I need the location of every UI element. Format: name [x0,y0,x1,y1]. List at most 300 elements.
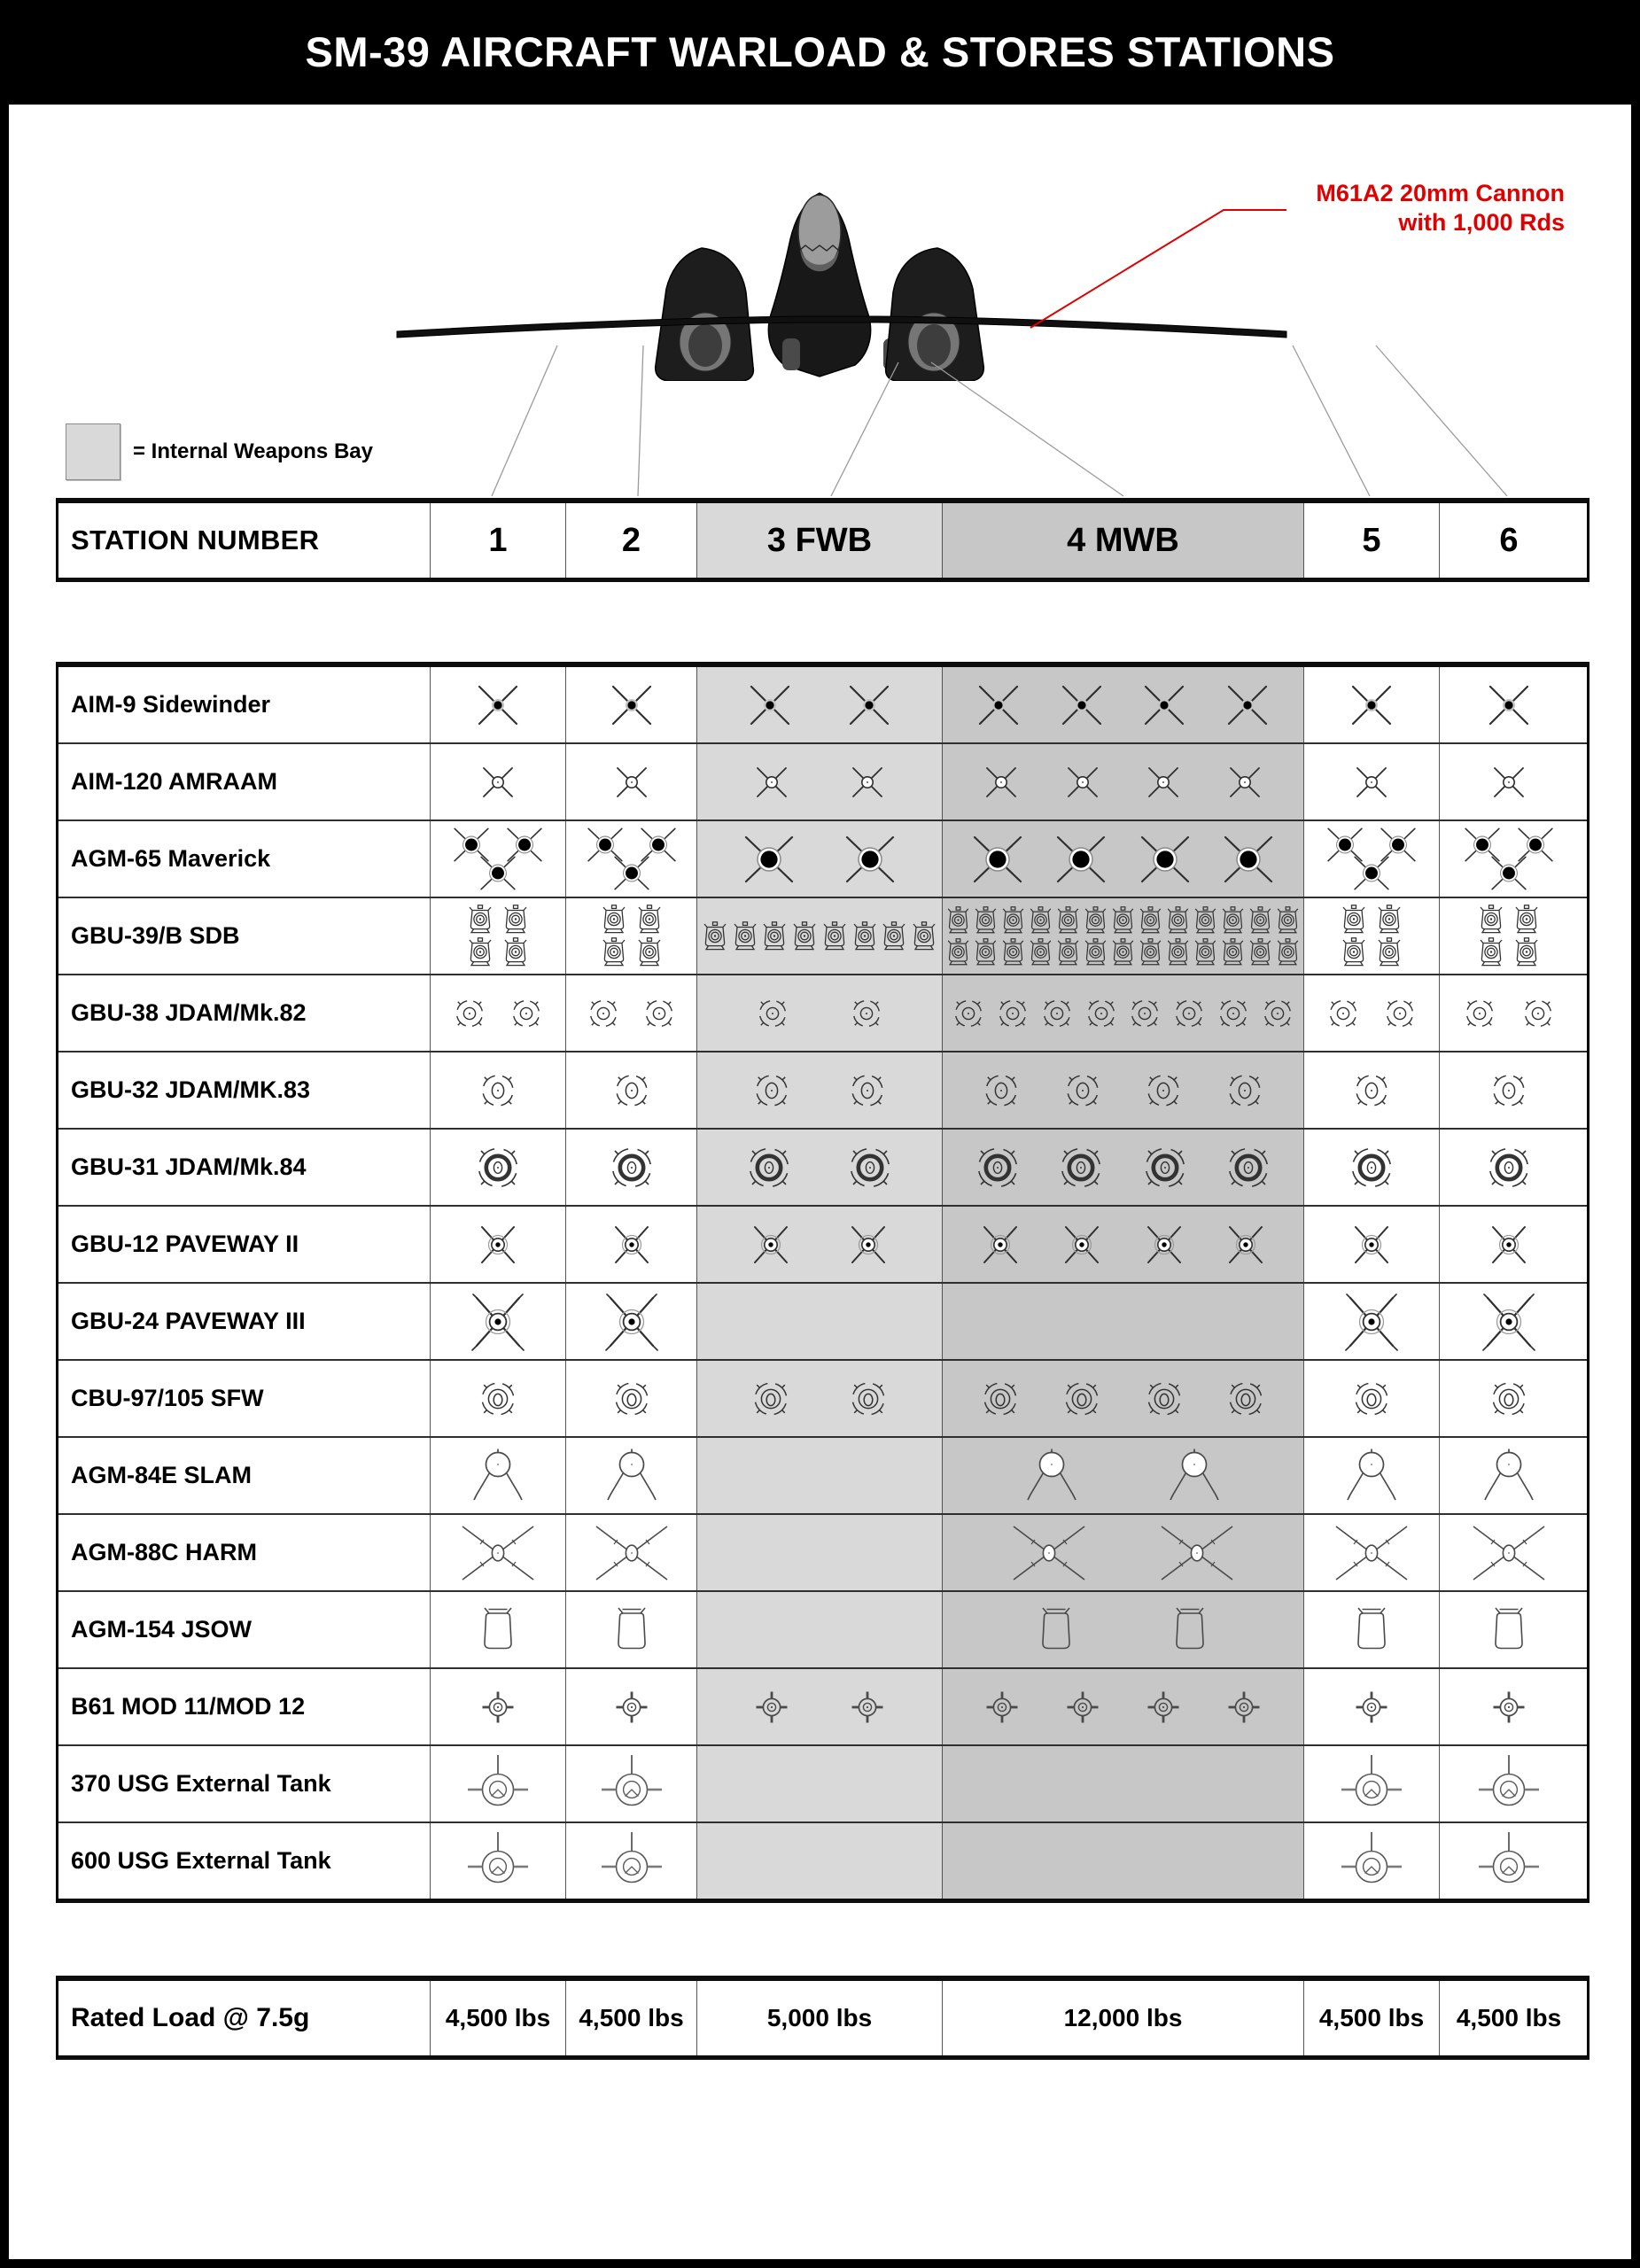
weapon-label: GBU-38 JDAM/Mk.82 [71,999,307,1026]
aim9-icon [1481,680,1536,731]
cbu-icon [474,1375,522,1423]
jdam_s-icon [1170,995,1208,1032]
cannon-annotation-line2: with 1,000 Rds [1398,208,1565,236]
harm-icon [457,1518,539,1588]
station-cell [565,898,696,974]
aim9-icon [1137,680,1192,731]
sdb-icon [1276,938,1300,967]
amraam-icon [979,762,1023,803]
weapon-row [58,1744,1587,1821]
weapon-label: CBU-97/105 SFW [71,1385,264,1411]
jsow-icon [1170,1605,1210,1655]
tank-icon [463,1747,532,1821]
sdb-icon [974,938,998,967]
station-cell [1303,1052,1439,1128]
station-cell [942,1669,1303,1744]
jdam_s-icon [508,995,545,1032]
jdam_l-icon [969,1140,1026,1195]
sdb-icon [733,921,758,951]
aim9-icon [1344,680,1399,731]
station-cell [942,1823,1303,1899]
station-cell [1439,1207,1578,1282]
aim9-icon [1054,680,1109,731]
jdam_s-icon [1083,995,1120,1032]
station-2-label: 2 [565,503,696,578]
weapon-row [58,1667,1587,1744]
rated-load-station-5: 4,500 lbs [1303,1981,1439,2055]
maverick-icon [610,853,653,893]
jdam_m-icon [476,1068,520,1113]
slam-icon [1476,1447,1542,1505]
sdb-icon [1084,938,1108,967]
jdam_l-icon [1220,1140,1277,1195]
pw2-icon [844,1221,892,1269]
pw2-icon [474,1221,522,1269]
jdam_s-icon [1520,995,1557,1032]
station-cell [696,1052,942,1128]
station-cell [1303,1361,1439,1436]
station-1-label: 1 [430,503,565,578]
jdam_s-icon [994,995,1031,1032]
station-cell [430,1823,565,1899]
station-cell [696,667,942,742]
station-4-label: 4 MWB [942,503,1303,578]
b61-icon [1061,1686,1104,1728]
weapon-label: GBU-12 PAVEWAY II [71,1231,299,1257]
cbu-icon [1485,1375,1533,1423]
tank-icon [1337,1824,1406,1899]
jdam_s-icon [950,995,987,1032]
station-cell [565,975,696,1051]
station-cell [1303,744,1439,819]
pw2-icon [1348,1221,1395,1269]
aim9-icon [742,680,797,731]
sdb-icon [1056,938,1080,967]
jsow-icon [1036,1605,1076,1655]
maverick-icon [1136,832,1194,887]
b61-icon [1223,1686,1265,1728]
sdb-icon [1221,938,1245,967]
pw3-icon [468,1293,528,1351]
sdb-icon [468,905,493,935]
maverick-icon [841,832,899,887]
station-cell [1439,975,1578,1051]
jdam_s-icon [585,995,622,1032]
jdam_l-icon [470,1140,526,1195]
station-cell [430,821,565,897]
sdb-icon [1111,938,1135,967]
sdb-icon [1377,937,1402,967]
aim9-icon [971,680,1026,731]
jdam_l-icon [1137,1140,1193,1195]
weapon-label: AIM-9 Sidewinder [71,691,271,718]
jdam_s-icon [1215,995,1252,1032]
cbu-icon [1222,1375,1270,1423]
station-cell [430,1130,565,1205]
pw2-icon [1222,1221,1270,1269]
amraam-icon [1223,762,1267,803]
rated-load-label: Rated Load @ 7.5g [71,2003,310,2032]
jdam_l-icon [603,1140,660,1195]
station-cell [942,1515,1303,1590]
tank-icon [1337,1747,1406,1821]
pw2-icon [608,1221,656,1269]
pw3-icon [1341,1293,1402,1351]
amraam-icon [1141,762,1185,803]
station-cell [696,1515,942,1590]
station-cell [696,898,942,974]
station-cell [942,1592,1303,1667]
maverick-icon [477,853,519,893]
station-cell [1303,1284,1439,1359]
station-cell [565,1052,696,1128]
maverick-icon [1488,853,1530,893]
harm-icon [591,1518,672,1588]
sdb-icon [882,921,906,951]
tank-icon [1474,1747,1543,1821]
sdb-icon [1029,938,1053,967]
tank-icon [1474,1824,1543,1899]
station-cell [696,975,942,1051]
weapon-row [58,819,1587,897]
sdb-icon [1166,938,1190,967]
slam-icon [599,1447,665,1505]
station-cell [430,667,565,742]
aim9-icon [1220,680,1275,731]
jdam_s-icon [1461,995,1498,1032]
tank-icon [463,1824,532,1899]
jdam_m-icon [845,1068,890,1113]
station-cell [1303,975,1439,1051]
sdb-icon [1001,906,1025,935]
sdb-icon [762,921,787,951]
maverick-icon [1219,832,1278,887]
weapon-row [58,1821,1587,1899]
station-cell [1439,898,1578,974]
sdb-icon [1221,906,1245,935]
pw2-icon [976,1221,1024,1269]
sdb-icon [946,906,970,935]
sdb-icon [1276,906,1300,935]
weapon-row [58,1282,1587,1359]
sdb-icon [1479,937,1504,967]
sdb-icon [1139,906,1162,935]
station-cell [1303,1515,1439,1590]
station-cell [565,1438,696,1513]
station-cell [430,1284,565,1359]
station-cell [430,1207,565,1282]
weapon-label: GBU-31 JDAM/Mk.84 [71,1153,307,1180]
tank-icon [597,1747,666,1821]
station-cell [1303,821,1439,897]
weapon-label: GBU-32 JDAM/MK.83 [71,1076,311,1103]
pw3-icon [602,1293,662,1351]
cbu-icon [844,1375,892,1423]
station-cell [942,1746,1303,1821]
weapon-label: GBU-39/B SDB [71,922,240,949]
weapon-row [58,742,1587,819]
weapon-label: AGM-65 Maverick [71,845,271,872]
sdb-icon [974,906,998,935]
slam-icon [1162,1447,1227,1505]
weapon-label: AGM-84E SLAM [71,1462,253,1488]
jdam_l-icon [741,1140,797,1195]
station-cell [942,1438,1303,1513]
station-cell [565,1823,696,1899]
station-cell [1439,1438,1578,1513]
sdb-icon [852,921,877,951]
weapon-row [58,667,1587,742]
sdb-icon [602,937,626,967]
station-cell [1303,1746,1439,1821]
harm-icon [1156,1518,1238,1588]
b61-icon [477,1686,519,1728]
sdb-icon [792,921,817,951]
sdb-icon [1166,906,1190,935]
jdam_m-icon [610,1068,654,1113]
jsow-icon [1351,1605,1392,1655]
station-cell [430,1361,565,1436]
station-cell [430,744,565,819]
station-cell [942,667,1303,742]
weapon-label: B61 MOD 11/MOD 12 [71,1693,306,1720]
slam-icon [1019,1447,1084,1505]
aim9-icon [470,680,525,731]
station-cell [696,1361,942,1436]
left-exhaust [782,338,800,370]
jsow-icon [1488,1605,1529,1655]
amraam-icon [476,762,520,803]
station-cell [696,1438,942,1513]
station-cell [1303,1823,1439,1899]
station-cell [565,1130,696,1205]
sdb-icon [1514,937,1539,967]
station-cell [1439,1284,1578,1359]
weapon-row [58,1513,1587,1590]
station-6-label: 6 [1439,503,1578,578]
station-cell [696,1592,942,1667]
station-cell [696,1823,942,1899]
jdam_m-icon [979,1068,1023,1113]
b61-icon [610,1686,653,1728]
b61-icon [981,1686,1023,1728]
amraam-icon [1349,762,1394,803]
station-cell [1303,1592,1439,1667]
station-number-table [56,498,1589,582]
weapons-matrix-table [56,662,1589,1903]
aim9-icon [604,680,659,731]
amraam-icon [750,762,794,803]
station-cell [942,821,1303,897]
sdb-icon [1514,905,1539,935]
station-cell [1303,1207,1439,1282]
sdb-icon [822,921,847,951]
b61-icon [750,1686,793,1728]
b61-icon [1488,1686,1530,1728]
station-cell [696,1130,942,1205]
leader-line-station-6 [1376,346,1507,496]
weapon-row [58,897,1587,974]
pw2-icon [1058,1221,1106,1269]
sdb-icon [703,921,727,951]
weapon-row [58,1590,1587,1667]
jdam_s-icon [754,995,791,1032]
jdam_s-icon [848,995,885,1032]
jdam_s-icon [451,995,488,1032]
station-cell [942,1361,1303,1436]
station-cell [1439,1130,1578,1205]
jdam_l-icon [1053,1140,1109,1195]
station-cell [565,1669,696,1744]
jdam_l-icon [1481,1140,1537,1195]
station-cell [942,975,1303,1051]
weapon-row [58,1359,1587,1436]
station-cell [1303,1438,1439,1513]
station-cell [430,1746,565,1821]
pw2-icon [1140,1221,1188,1269]
rated-load-station-2: 4,500 lbs [565,1981,696,2055]
weapon-row [58,1128,1587,1205]
rated-load-station-3: 5,000 lbs [696,1981,942,2055]
title-bar [0,0,1640,105]
cbu-icon [1058,1375,1106,1423]
amraam-icon [610,762,654,803]
station-cell [942,744,1303,819]
jdam_m-icon [1349,1068,1394,1113]
weapon-label: AGM-154 JSOW [71,1616,253,1643]
station-cell [430,1515,565,1590]
station-cell [1303,898,1439,974]
station-cell [430,898,565,974]
maverick-icon [740,832,798,887]
weapon-row [58,974,1587,1051]
station-cell [942,1207,1303,1282]
station-cell [1439,667,1578,742]
maverick-icon [1350,853,1393,893]
sdb-icon [1139,938,1162,967]
sdb-icon [1001,938,1025,967]
maverick-icon [1052,832,1110,887]
pw3-icon [1479,1293,1539,1351]
harm-icon [1008,1518,1090,1588]
sdb-icon [1248,906,1272,935]
cbu-icon [1140,1375,1188,1423]
station-number-header: STATION NUMBER [71,524,320,555]
station-cell [942,1130,1303,1205]
weapon-row [58,1051,1587,1128]
rated-load-station-6: 4,500 lbs [1439,1981,1578,2055]
cbu-icon [976,1375,1024,1423]
weapon-label: GBU-24 PAVEWAY III [71,1308,306,1334]
station-cell [1439,821,1578,897]
station-cell [430,1669,565,1744]
station-cell [565,1515,696,1590]
sdb-icon [468,937,493,967]
leader-line-station-5 [1293,346,1370,496]
rated-load-station-4: 12,000 lbs [942,1981,1303,2055]
page-title: SM-39 AIRCRAFT WARLOAD & STORES STATIONS [305,28,1335,75]
cbu-icon [1348,1375,1395,1423]
weapon-label: 600 USG External Tank [71,1847,331,1874]
station-cell [696,1207,942,1282]
sdb-icon [602,905,626,935]
station-cell [430,1438,565,1513]
cannon-annotation-line1: M61A2 20mm Cannon [1316,180,1565,206]
weapon-label: 370 USG External Tank [71,1770,331,1797]
amraam-icon [1061,762,1105,803]
cannon-annotation [1240,179,1565,237]
jdam_l-icon [1343,1140,1400,1195]
jdam_s-icon [1325,995,1362,1032]
station-cell [696,821,942,897]
rated-load-table [56,1976,1589,2060]
slam-icon [465,1447,531,1505]
sdb-icon [637,905,662,935]
jdam_m-icon [1487,1068,1531,1113]
jsow-icon [611,1605,652,1655]
station-cell [1439,1052,1578,1128]
cbu-icon [608,1375,656,1423]
station-cell [430,1592,565,1667]
station-cell [1439,1669,1578,1744]
b61-icon [846,1686,889,1728]
sdb-icon [1377,905,1402,935]
station-cell [565,744,696,819]
amraam-icon [1487,762,1531,803]
pw2-icon [1485,1221,1533,1269]
sdb-icon [637,937,662,967]
station-cell [1303,667,1439,742]
station-3-label: 3 FWB [696,503,942,578]
station-cell [1439,1592,1578,1667]
tank-icon [597,1824,666,1899]
cbu-icon [747,1375,795,1423]
rated-load-station-1: 4,500 lbs [430,1981,565,2055]
station-cell [565,1207,696,1282]
station-cell [1303,1669,1439,1744]
right-inlet-duct [917,324,951,367]
jsow-icon [478,1605,518,1655]
station-cell [696,1746,942,1821]
aim9-icon [842,680,897,731]
station-cell [1303,1130,1439,1205]
b61-icon [1142,1686,1185,1728]
sdb-icon [1479,905,1504,935]
slam-icon [1339,1447,1404,1505]
pw2-icon [747,1221,795,1269]
jdam_s-icon [1381,995,1418,1032]
station-cell [1439,744,1578,819]
station-cell [1439,1746,1578,1821]
sdb-icon [912,921,937,951]
station-cell [696,1669,942,1744]
station-cell [942,898,1303,974]
jdam_m-icon [1223,1068,1267,1113]
station-5-label: 5 [1303,503,1439,578]
sdb-icon [1341,905,1366,935]
sdb-icon [946,938,970,967]
station-cell [1439,1823,1578,1899]
jdam_l-icon [842,1140,898,1195]
station-cell [696,1284,942,1359]
weapons-bay-legend [66,423,373,480]
jdam_s-icon [641,995,678,1032]
b61-icon [1350,1686,1393,1728]
weapons-bay-swatch [66,423,120,480]
station-cell [565,1592,696,1667]
jdam_s-icon [1126,995,1163,1032]
sdb-icon [1056,906,1080,935]
